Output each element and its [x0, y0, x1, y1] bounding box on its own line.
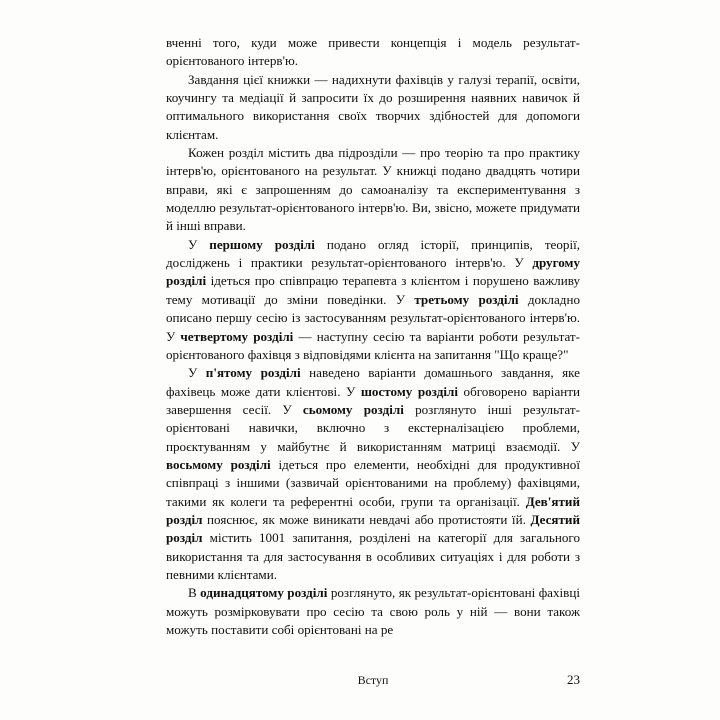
text-run: обговорено варіанти завершення сесії. У — [166, 383, 580, 417]
text-run: — наступну сесію та варіанти роботи результат-орієнтованого фахівця з відповідями клієнта на запитання "Що краще?" — [166, 328, 580, 362]
text-run: У — [188, 236, 210, 252]
emphasis-run: одинадцятому розділі — [200, 585, 328, 601]
text-run: ідеться про елементи, необхідні для продуктивної співпраці з іншими (зазвичай орієнтованими на проблему) фахівцями, такими як колеги та референтні особи, групи та організації. — [166, 456, 580, 509]
emphasis-run: Дев'ятий розділ — [166, 493, 580, 527]
paragraph — [166, 236, 580, 364]
text-run: В — [188, 585, 201, 601]
text-run: містить 1001 запитання, розділені на категорії для загального використання та для застосування в особливих ситуаціях і для роботи з певними клієнтами. — [166, 530, 580, 582]
text-run: наведено варіанти домашнього завдання, яке фахівець може дати клієнтові. У — [166, 365, 580, 399]
emphasis-run: сьомому розділі — [302, 401, 404, 417]
emphasis-run: четвертому розділі — [180, 328, 294, 344]
text-run: подано огляд історії, принципів, теорії, досліджень і практики результат-орієнтованого інтерв'ю. У — [166, 236, 581, 271]
emphasis-run: шостому розділі — [360, 383, 458, 399]
emphasis-run: п'ятому розділі — [205, 365, 301, 381]
body-text-column — [166, 34, 580, 639]
text-run: докладно описано першу сесію із застосуванням результат-орієнтованого інтерв'ю. У — [166, 291, 580, 344]
emphasis-run: другому розділі — [166, 255, 580, 289]
text-run: Кожен розділ містить два підрозділи — про теорію та про практику інтерв'ю, орієнтованого на результат. У книжці подано двадцять чотири вправи, які є запрошенням до самоаналізу та експериментування з моделлю результат-орієнтованого інтерв'ю. Ви, звісно, можете придумати й інші вправи. — [166, 145, 580, 234]
paragraph — [166, 71, 580, 144]
footer-section-label: Вступ — [357, 673, 389, 687]
emphasis-run: першому розділі — [209, 236, 315, 252]
text-run: розглянуто, як результат-орієнтовані фахівці можуть розмірковувати про сесію та свою роль у ній — вони також можуть поставити собі орієнтовані на ре — [166, 585, 580, 637]
text-run: пояснює, як може виникати невдачі або протистояти їй. — [202, 511, 531, 527]
page-footer — [166, 672, 580, 688]
text-run: У — [188, 365, 206, 381]
text-run: ідеться про співпрацю терапевта з клієнтом і порушено важливу тему мотивації до зміни поведінки. У — [166, 273, 580, 307]
paragraph — [166, 364, 580, 584]
paragraph — [166, 144, 580, 236]
page-number: 23 — [567, 672, 580, 687]
paragraph — [166, 584, 580, 639]
emphasis-run: Десятий розділ — [166, 511, 580, 546]
paragraph — [166, 34, 580, 71]
text-run: вченні того, куди може привести концепція і модель результат-орієнтованого інтерв'ю. — [166, 35, 580, 69]
emphasis-run: восьмому розділі — [166, 456, 271, 472]
text-run: Завдання цієї книжки — надихнути фахівців у галузі терапії, освіти, коучингу та медіації й запросити їх до розширення наявних навичок й оптимального використання своїх творчих здібностей для допомоги клієнтам. — [166, 71, 580, 142]
text-run: розглянуто інші результат-орієнтовані навички, включно з екстерналізацією проблеми, проєктуванням у майбутнє й використанням матриці взаємодії. У — [166, 401, 580, 454]
emphasis-run: третьому розділі — [414, 291, 519, 307]
